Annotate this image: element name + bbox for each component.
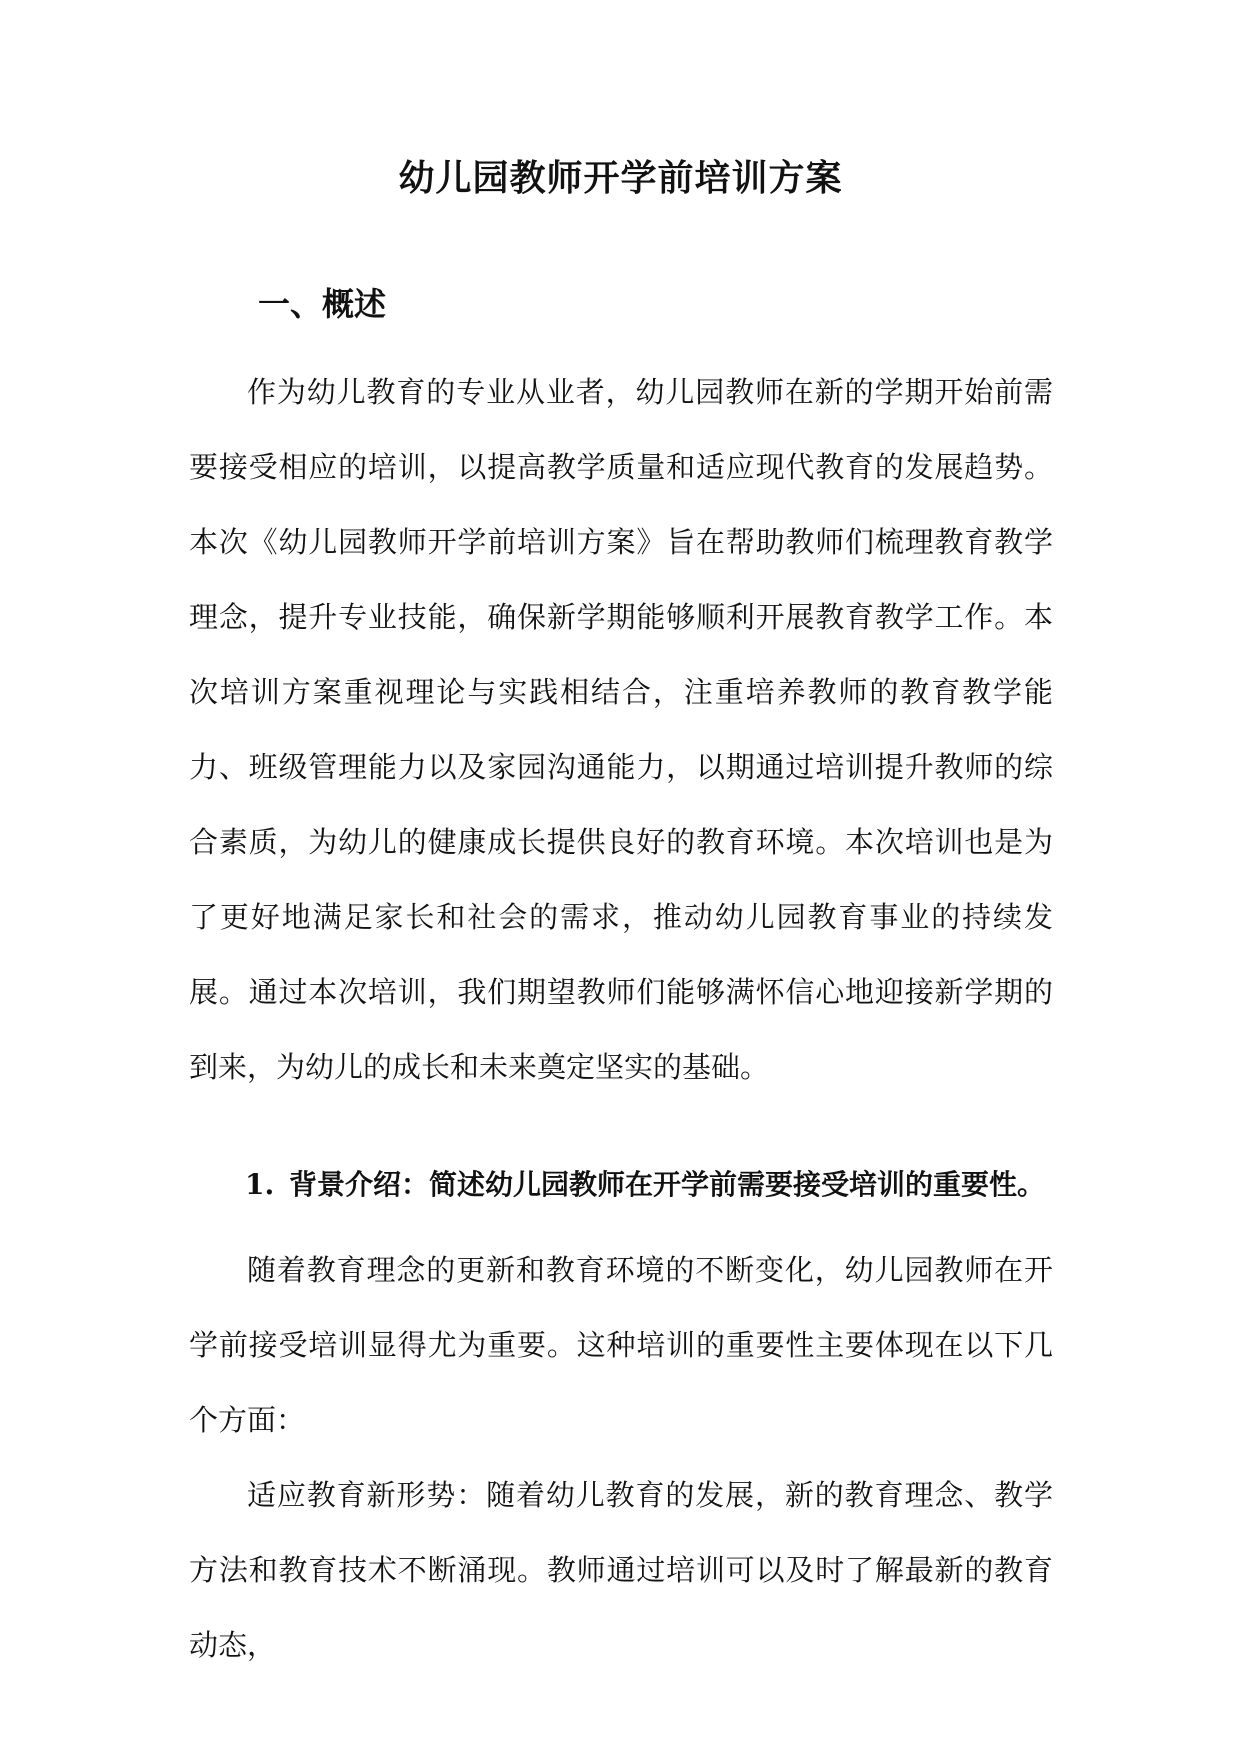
- subsection-heading-background: [245, 1162, 1045, 1208]
- overview-paragraph: 作为幼儿教育的专业从业者，幼儿园教师在新的学期开始前需要接受相应的培训，以提高教学质量和适应现代教育的发展趋势。本次《幼儿园教师开学前培训方案》旨在帮助教师们梳理教育教学理念，提升专业技能，确保新学期能够顺利开展教育教学工作。本次培训方案重视理论与实践相结合，注重培养教师的教育教学能力、班级管理能力以及家园沟通能力，以期通过培训提升教师的综合素质，为幼儿的健康成长提供良好的教育环境。本次培训也是为了更好地满足家长和社会的需求，推动幼儿园教育事业的持续发展。通过本次培训，我们期望教师们能够满怀信心地迎接新学期的到来，为幼儿的成长和未来奠定坚实的基础。: [189, 375, 1053, 1084]
- section-heading-overview: 一、概述: [258, 285, 387, 323]
- subsection-heading-text: 背景介绍：简述幼儿园教师在开学前需要接受培训的重要性。: [289, 1168, 1046, 1201]
- adapt-new-situation-paragraph: 适应教育新形势：随着幼儿教育的发展，新的教育理念、教学方法和教育技术不断涌现。教师通过培训可以及时了解最新的教育动态，: [189, 1478, 1053, 1662]
- document-title: 幼儿园教师开学前培训方案: [398, 157, 843, 199]
- background-paragraph: 随着教育理念的更新和教育环境的不断变化，幼儿园教师在开学前接受培训显得尤为重要。这种培训的重要性主要体现在以下几个方面：: [189, 1253, 1053, 1437]
- subsection-number: 1.: [245, 1168, 275, 1201]
